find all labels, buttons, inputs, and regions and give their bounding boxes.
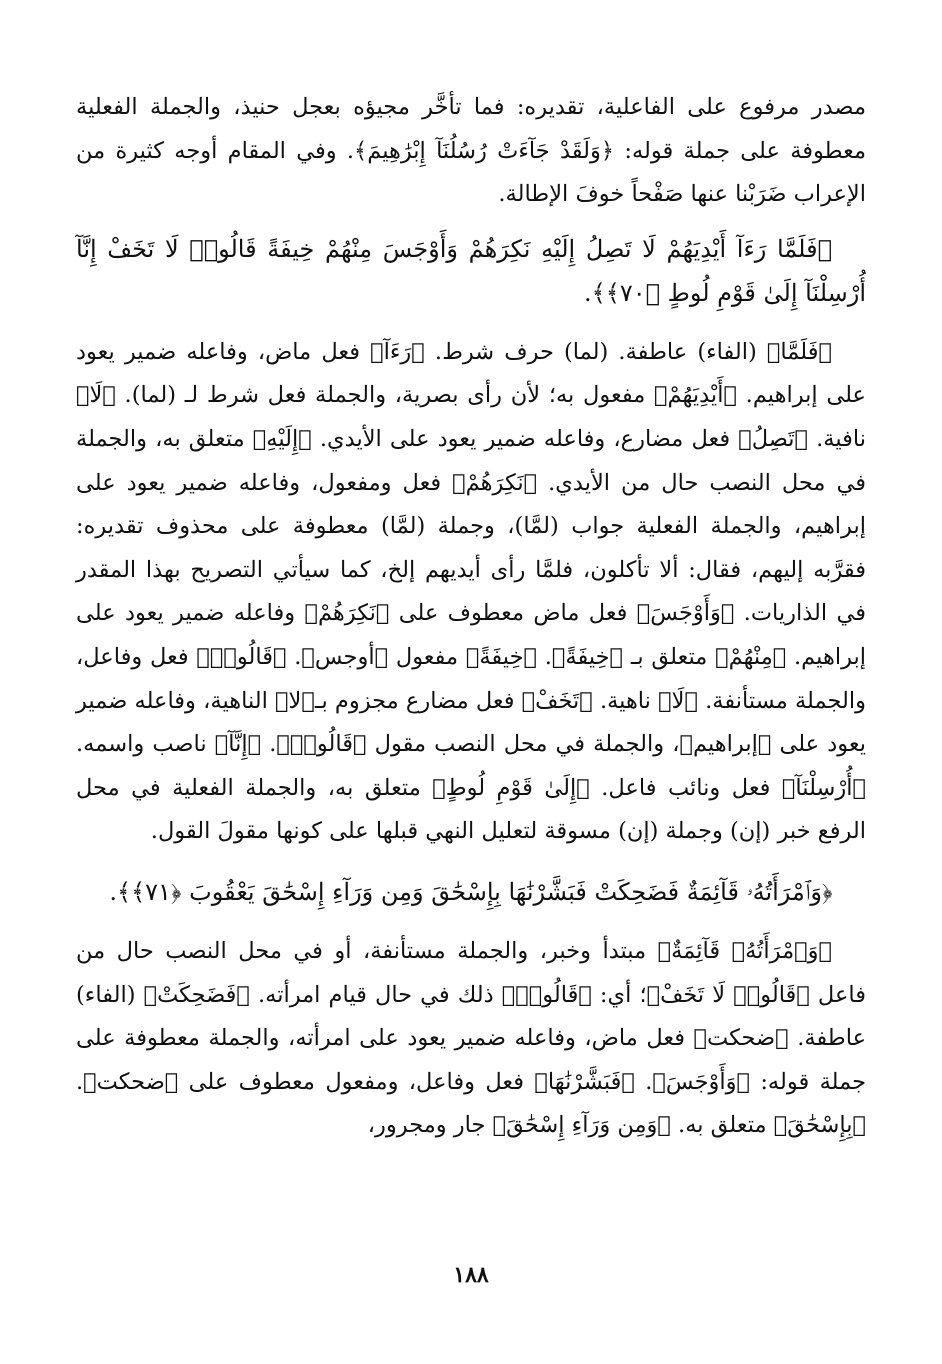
spacer xyxy=(76,315,866,331)
paragraph-irab-70: ﴿فَلَمَّا﴾ (الفاء) عاطفة. (لما) حرف شرط. ﴿رَءَآ﴾ فعل ماض، وفاعله ضمير يعود على إبراهيم. ﴿أَيْدِيَهُمْ﴾ مفعول به؛ لأن رأى بصرية، والجملة فعل شرط لـ (لما). ﴿لَا﴾ نافية. ﴿تَصِلُ﴾ فعل مضارع، وفاعله ضمير يعود على الأيدي. ﴿إِلَيْهِ﴾ متعلق به، والجملة في محل النصب حال من الأيدي. ﴿نَكِرَهُمْ﴾ فعل ومفعول، وفاعله ضمير يعود على إبراهيم، والجملة الفعلية جواب (لمَّا)، وجملة (لمَّا) معطوفة على محذوف تقديره: فقرَّبه إليهم، فقال: ألا تأكلون، فلمَّا رأى أيديهم إلخ، كما سيأتي التصريح بهذا المقدر في الذاريات. ﴿وَأَوْجَسَ﴾ فعل ماض معطوف على ﴿نَكِرَهُمْ﴾ وفاعله ضمير يعود على إبراهيم. ﴿مِنْهُمْ﴾ متعلق بـ ﴿خِيفَةً﴾. ﴿خِيفَةً﴾ مفعول ﴿أوجس﴾. ﴿قَالُوا۟﴾ فعل وفاعل، والجملة مستأنفة. ﴿لَا﴾ ناهية. ﴿تَخَفْ﴾ فعل مضارع مجزوم بـ﴿لا﴾ الناهية، وفاعله ضمير يعود على ﴿إبراهيم﴾، والجملة في محل النصب مقول ﴿قَالُوا۟﴾. ﴿إِنَّآ﴾ ناصب واسمه. ﴿أُرْسِلْنَآ﴾ فعل ونائب فاعل. ﴿إِلَىٰ قَوْمِ لُوطٍ﴾ متعلق به، والجملة الفعلية في محل الرفع خبر (إن) وجملة (إن) مسوقة لتعليل النهي قبلها على كونها مقولَ القول. xyxy=(76,338,866,845)
spacer xyxy=(76,217,866,227)
page-body xyxy=(76,86,866,1148)
spacer xyxy=(76,914,866,930)
paragraph-intro: مصدر مرفوع على الفاعلية، تقديره: فما تأخَّر مجيؤه بعجل حنيذ، والجملة الفعلية معطوفة على جملة قوله: ﴿وَلَقَدْ جَآءَتْ رُسُلُنَآ إِبْرَٰهِيمَ﴾. وفي المقام أوجه كثيرة من الإعراب ضَرَبْنا عنها صَفْحاً خوفَ الإطالة. xyxy=(76,94,866,208)
verse-71: ﴿وَٱمْرَأَتُهُۥ قَآئِمَةٌ فَضَحِكَتْ فَبَشَّرْنَٰهَا بِإِسْحَٰقَ وَمِن وَرَآءِ إِسْحَٰقَ يَعْقُوبَ ﴿٧١﴾﴾. xyxy=(109,877,833,906)
spacer xyxy=(76,854,866,870)
verse-70: ﴿فَلَمَّا رَءَآ أَيْدِيَهُمْ لَا تَصِلُ إِلَيْهِ نَكِرَهُمْ وَأَوْجَسَ مِنْهُمْ خِيفَةً قَالُوا۟ لَا تَخَفْ إِنَّآ أُرْسِلْنَآ إِلَىٰ قَوْمِ لُوطٍ ﴿٧٠﴾﴾. xyxy=(76,234,866,307)
paragraph-irab-71: ﴿وَٱمْرَأَتُهُۥ قَآئِمَةٌ﴾ مبتدأ وخبر، والجملة مستأنفة، أو في محل النصب حال من فاعل ﴿قَالُوا۟ لَا تَخَفْ﴾؛ أي: ﴿قَالُوا۟﴾ ذلك في حال قيام امرأته. ﴿فَضَحِكَتْ﴾ (الفاء) عاطفة. ﴿ضحكت﴾ فعل ماض، وفاعله ضمير يعود على امرأته، والجملة معطوفة على جملة قوله: ﴿وَأَوْجَسَ﴾. ﴿فَبَشَّرْنَٰهَا﴾ فعل وفاعل، ومفعول معطوف على ﴿ضحكت﴾. ﴿بِإِسْحَٰقَ﴾ متعلق به. ﴿وَمِن وَرَآءِ إِسْحَٰقَ﴾ جار ومجرور، xyxy=(76,937,866,1139)
page-number: ١٨٨ xyxy=(453,1262,489,1288)
